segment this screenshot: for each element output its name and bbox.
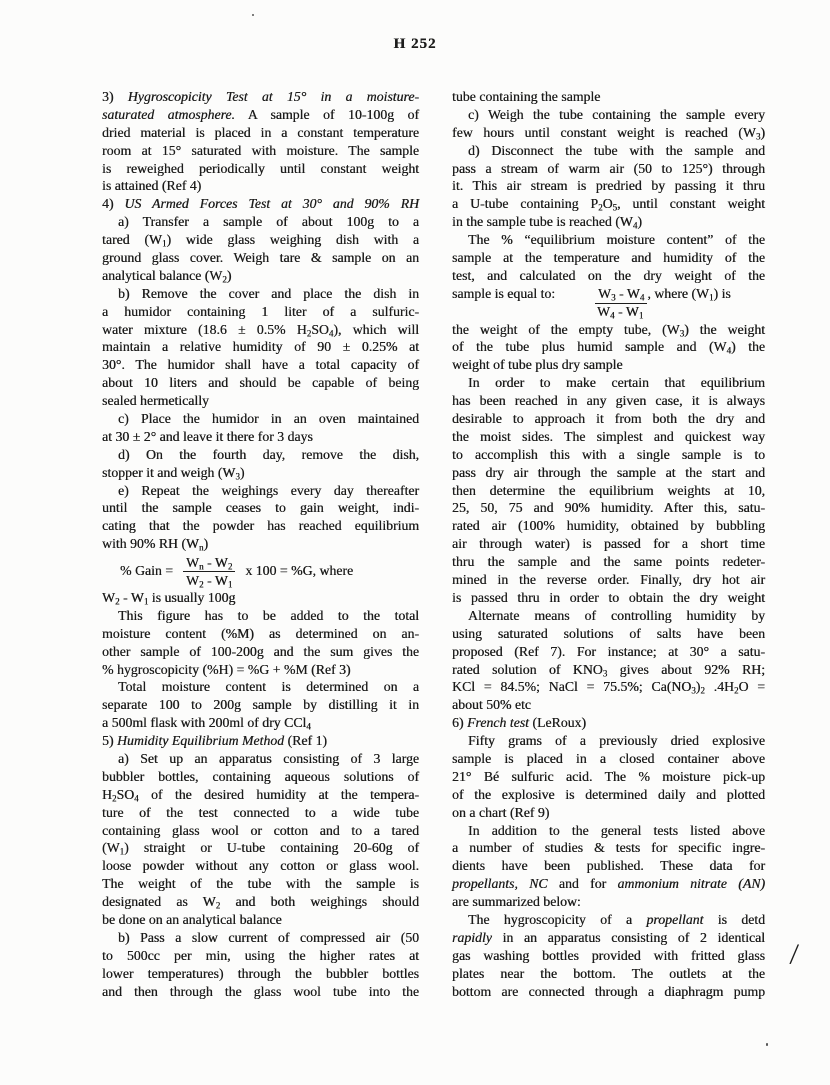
text-line: This figure has to be added to the total: [118, 607, 419, 623]
text-line: bottom are connected through a diaphragm pump: [452, 983, 765, 999]
text-line: $(W_1)$ straight or U-tube containing 20-60g of: [102, 840, 419, 857]
text-line: mined in the reverse order. Finally, dry hot air: [452, 572, 765, 588]
text-line: 21° Bé sulfuric acid. The % moisture pick-up: [452, 768, 765, 784]
formula-line: % Gain = $\frac{W_n - W_2}{W_2 - W_1}$ x 100 = %G, where: [120, 554, 354, 590]
text-line: water mixture (18.6 ± 0.5% $H_2SO_4$), which will: [102, 321, 420, 339]
column-left: [102, 88, 419, 1000]
stray-ink-mark: /: [788, 937, 800, 972]
text-line: Total moisture content is determined on a: [118, 679, 419, 695]
text-line: rapidly in an apparatus consisting of 2 identical: [452, 929, 765, 945]
text-line: about 10 liters and should be capable of being: [102, 375, 419, 391]
text-line: room at 15° saturated with moisture. The sample: [102, 142, 419, 158]
text-line: cating that the powder has reached equilibrium: [102, 518, 419, 534]
text-line: proposed (Ref 7). For instance; at 30° a satu-: [452, 643, 765, 659]
text-line: 4) US Armed Forces Test at 30° and 90% RH: [102, 196, 419, 212]
text-line: Fifty grams of a previously dried explosive: [468, 733, 765, 749]
text-line: are summarized below:: [452, 894, 581, 910]
text-line: The % “equilibrium moisture content” of the: [468, 232, 765, 248]
text-line: of the explosive is determined daily and plotted: [452, 786, 765, 802]
formula-line: sample is equal to: $W_3 - W_4$ , where $(W_1)$ is: [452, 285, 731, 303]
text-line: d) Disconnect the tube with the sample and: [468, 142, 765, 158]
text-line: a 500ml flask with 200ml of dry CCl$_4$: [102, 715, 311, 732]
text-line: weight of tube plus dry sample: [452, 357, 623, 373]
text-line: moisture content (%M) as determined on an-: [102, 625, 419, 641]
text-line: about 50% etc: [452, 697, 531, 713]
text-line: separate 100 to 200g sample by distilling it in: [102, 697, 419, 713]
text-line: b) Pass a slow current of compressed air (50: [118, 929, 419, 945]
text-line: c) Place the humidor in an oven maintained: [118, 411, 419, 427]
formula-line: [452, 303, 765, 321]
text-line: a number of studies & tests for specific ingre-: [452, 840, 765, 856]
text-line: of the tube plus humid sample and $(W_4)$ the: [452, 339, 766, 356]
text-line: In addition to the general tests listed above: [468, 822, 765, 838]
text-line: The weight of the tube with the sample is: [102, 876, 419, 892]
text-line: is passed thru in order to obtain the dry weight: [452, 589, 765, 605]
text-line: using saturated solutions of salts have been: [452, 625, 765, 641]
text-line: bubbler bottles, containing aqueous solutions of: [102, 768, 419, 784]
text-line: a U-tube containing $P_2O_5$, until constant weight: [452, 196, 766, 213]
text-line: d) On the fourth day, remove the dish,: [118, 446, 419, 462]
text-line: dients have been published. These data for: [452, 858, 765, 874]
text-line: a humidor containing 1 liter of a sulfuric-: [102, 303, 419, 319]
text-line: in the sample tube is reached $(W_4)$: [452, 214, 642, 231]
text-line: a) Transfer a sample of about 100g to a: [118, 214, 419, 230]
text-line: pass dry air through the sample at the start and: [452, 464, 765, 480]
text-line: sample at the temperature and humidity of the: [452, 250, 765, 266]
text-line: gas washing bottles provided with fritted glass: [452, 947, 765, 963]
text-line: rated air (100% humidity, obtained by bubbling: [452, 518, 765, 534]
fraction-denominator: $W_4 - W_1$: [597, 303, 644, 321]
text-line: be done on an analytical balance: [102, 911, 282, 927]
text-line: thru the sample and the same points redeter-: [452, 554, 765, 570]
text-line: few hours until constant weight is reached $(W_3)$: [452, 124, 765, 142]
text-line: desirable to approach it from both the dry and: [452, 411, 765, 427]
text-line: is attained (Ref 4): [102, 178, 202, 194]
page-number-header: H 252: [393, 36, 437, 52]
text-line: at 30 ± 2° and leave it there for 3 days: [102, 428, 313, 444]
text-line: a) Set up an apparatus consisting of 3 large: [118, 750, 419, 766]
text-line: air through water) is passed for a short time: [452, 536, 765, 552]
text-line: ground glass cover. Weigh tare & sample on an: [102, 250, 419, 266]
text-line: to 500cc per min, using the higher rates at: [102, 947, 419, 963]
text-line: dried material is placed in a constant temperature: [102, 124, 419, 140]
text-line: to accomplish this with a single sample is to: [452, 446, 765, 462]
text-line: $W_2 - W_1$ is usually 100g: [102, 589, 236, 607]
text-line: rated solution of $KNO_3$ gives about 92% RH;: [452, 661, 765, 678]
text-line: ture of the test connected to a wide tube: [102, 804, 419, 820]
text-line: test, and calculated on the dry weight of the: [452, 267, 765, 283]
text-line: and then through the glass wool tube into the: [102, 983, 419, 999]
text-line: has been reached in any given case, it is always: [452, 393, 765, 409]
text-line: loose powder without any cotton or glass wool.: [102, 858, 419, 874]
text-line: it. This air stream is predried by passing it thru: [452, 178, 765, 194]
text-line: saturated atmosphere. A sample of 10-100g of: [102, 106, 419, 122]
text-line: sample is placed in a closed container above: [452, 750, 765, 766]
text-line: tared $(W_1)$ wide glass weighing dish with a: [102, 232, 420, 249]
text-line: In order to make certain that equilibrium: [468, 375, 765, 391]
text-line: 30°. The humidor shall have a total capacity of: [102, 357, 419, 373]
fraction-numerator: $W_3 - W_4$: [595, 286, 647, 304]
column-right: [452, 88, 765, 1000]
text-line: pass a stream of warm air (50 to 125°) through: [452, 160, 765, 176]
text-line: e) Repeat the weighings every day thereafter: [118, 482, 419, 498]
fraction: $\frac{W_n - W_2}{W_2 - W_1}$: [183, 555, 235, 588]
text-line: plates near the bottom. The outlets at the: [452, 965, 765, 981]
text-line: sealed hermetically: [102, 393, 209, 409]
text-line: 5) Humidity Equilibrium Method (Ref 1): [102, 733, 327, 749]
text-line: propellants, NC and for ammonium nitrate (AN): [452, 876, 765, 892]
text-line: analytical balance $(W_2)$: [102, 267, 232, 285]
text-line: designated as $W_2$ and both weighings should: [102, 894, 419, 911]
text-line: on a chart (Ref 9): [452, 804, 550, 820]
text-line: the moist sides. The simplest and quickest way: [452, 428, 765, 444]
text-line: Alternate means of controlling humidity by: [468, 607, 765, 623]
text-line: maintain a relative humidity of 90 ± 0.25% at: [102, 339, 419, 355]
text-line: c) Weigh the tube containing the sample every: [468, 106, 765, 122]
text-line: b) Remove the cover and place the dish in: [118, 285, 419, 301]
text-line: % hygroscopicity (%H) = %G + %M (Ref 3): [102, 661, 351, 677]
text-line: The hygroscopicity of a propellant is detd: [468, 911, 765, 927]
text-line: 6) French test (LeRoux): [452, 715, 586, 731]
text-line: $H_2SO_4$ of the desired humidity at the tempera-: [102, 786, 419, 804]
text-line: with 90% RH $(W_n)$: [102, 536, 209, 553]
text-line: tube containing the sample: [452, 89, 601, 104]
text-line: 25, 50, 75 and 90% humidity. After this, satu-: [452, 500, 765, 516]
scan-speck: [252, 14, 254, 16]
text-line: KCl = 84.5%; NaCl = 75.5%; $Ca(NO_3)_2$ $.4H_2O$ =: [452, 679, 765, 696]
text-line: 3) Hygroscopicity Test at 15° in a moisture-: [102, 89, 419, 104]
text-line: containing glass wool or cotton and to a tared: [102, 822, 419, 838]
text-line: the weight of the empty tube, $(W_3)$ the weight: [452, 321, 765, 339]
text-line: until the sample ceases to gain weight, indi-: [102, 500, 419, 516]
text-line: then determine the equilibrium weights at 10,: [452, 482, 765, 498]
text-line: lower temperatures) through the bubbler bottles: [102, 965, 419, 981]
text-line: is reweighed periodically until constant weight: [102, 160, 419, 176]
scan-speck: [766, 1043, 768, 1046]
text-line: stopper it and weigh $(W_3)$: [102, 464, 245, 482]
text-line: other sample of 100-200g and the sum gives the: [102, 643, 419, 659]
